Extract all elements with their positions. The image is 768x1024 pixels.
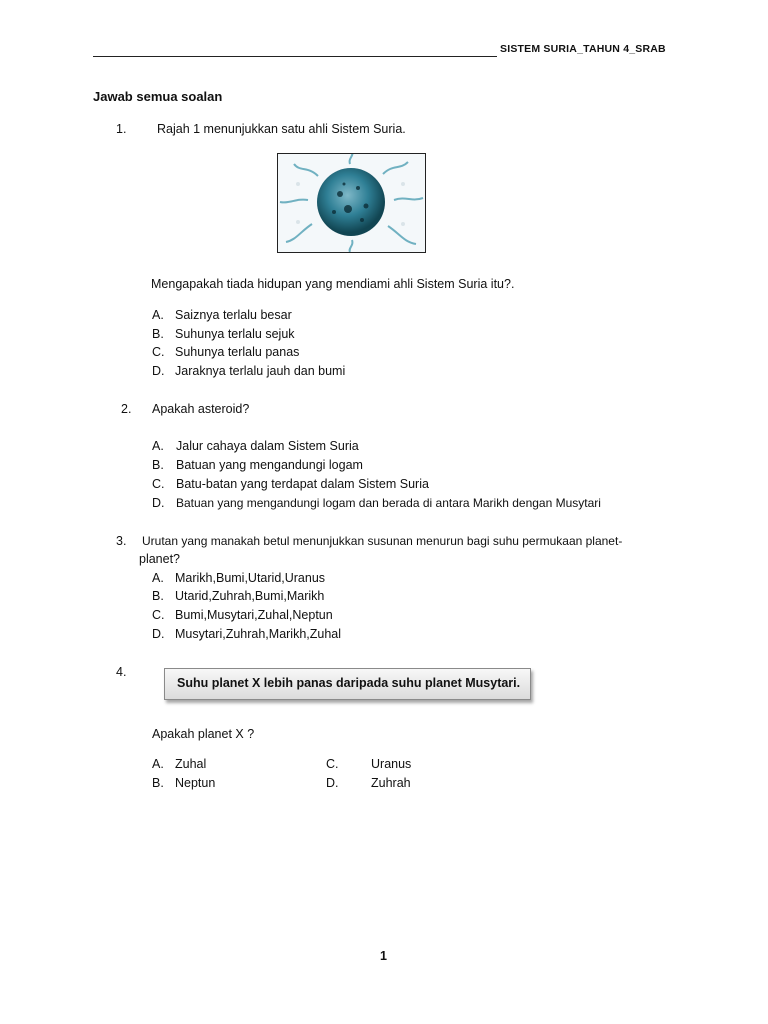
q2-option-b: Batuan yang mengandungi logam [176,458,363,472]
q3-option-c-letter: C. [152,608,165,622]
q4-statement-box [164,668,531,700]
instruction: Jawab semua soalan [93,89,223,104]
q2-option-a-letter: A. [152,439,164,453]
q3-option-d-letter: D. [152,627,165,641]
q4-option-c: Uranus [371,757,412,771]
q1-option-a-letter: A. [152,308,164,322]
q4-option-d: Zuhrah [371,776,411,790]
q1-option-b: Suhunya terlalu sejuk [175,327,295,341]
header-title: SISTEM SURIA_TAHUN 4_SRAB [500,43,666,55]
q3-option-d: Musytari,Zuhrah,Marikh,Zuhal [175,627,342,641]
q3-option-b: Utarid,Zuhrah,Bumi,Marikh [175,589,325,603]
q3-option-a-letter: A. [152,571,164,585]
q4-option-c-letter: C. [326,757,339,771]
q2-option-d-letter: D. [152,496,165,510]
q1-option-b-letter: B. [152,327,164,341]
q1-option-d: Jaraknya terlalu jauh dan bumi [175,364,346,378]
q2-number: 2. [121,402,132,416]
q4-option-a-letter: A. [152,757,164,771]
q4-option-a: Zuhal [175,757,207,771]
q3-option-a: Marikh,Bumi,Utarid,Uranus [175,571,326,585]
q1-option-d-letter: D. [152,364,165,378]
q3-option-b-letter: B. [152,589,164,603]
q4-statement: Suhu planet X lebih panas daripada suhu planet Musytari. [177,676,521,690]
planet-illustration [278,154,425,252]
q2-option-b-letter: B. [152,458,164,472]
q4-option-b: Neptun [175,776,216,790]
q3-text-line2: planet? [139,552,181,566]
q1-option-c-letter: C. [152,345,165,359]
q4-number: 4. [116,665,127,679]
q3-text-line1: Urutan yang manakah betul menunjukkan susunan menurun bagi suhu permukaan planet- [142,534,623,548]
header-rule [93,56,497,57]
q1-number: 1. [116,122,127,136]
q2-option-d: Batuan yang mengandungi logam dan berada di antara Marikh dengan Musytari [176,496,601,510]
q2-option-c: Batu-batan yang terdapat dalam Sistem Suria [176,477,429,491]
q3-option-c: Bumi,Musytari,Zuhal,Neptun [175,608,333,622]
q4-option-b-letter: B. [152,776,164,790]
q1-question: Mengapakah tiada hidupan yang mendiami ahli Sistem Suria itu?. [151,277,515,291]
q2-text: Apakah asteroid? [152,402,250,416]
q2-option-a: Jalur cahaya dalam Sistem Suria [176,439,359,453]
q4-question: Apakah planet X ? [152,727,255,741]
q4-option-d-letter: D. [326,776,339,790]
page-number: 1 [380,949,387,963]
q1-option-c: Suhunya terlalu panas [175,345,300,359]
q3-number: 3. [116,534,127,548]
q2-option-c-letter: C. [152,477,165,491]
figure-rajah-1 [277,153,426,253]
q1-option-a: Saiznya terlalu besar [175,308,292,322]
q1-text: Rajah 1 menunjukkan satu ahli Sistem Suria. [157,122,406,136]
